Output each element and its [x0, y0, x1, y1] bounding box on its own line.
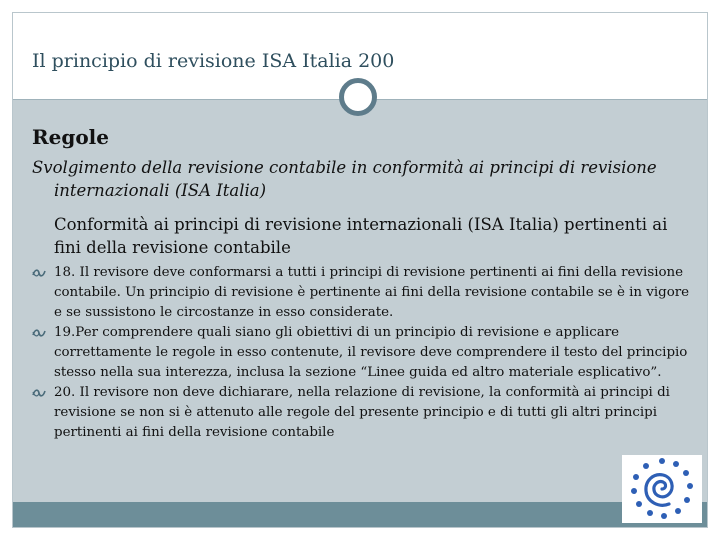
list-item-text: 20. Il revisore non deve dichiarare, nella relazione di revisione, la conformità ai principi di revisione se non si è attenuto alle regole del presente principio e di tutti gli altri principi pertinenti ai fini della revisione contabile	[54, 385, 670, 440]
slide-heading: Regole	[32, 125, 109, 149]
section-title: Conformità ai principi di revisione internazionali (ISA Italia) pertinenti ai fini della revisione contabile	[54, 215, 668, 257]
slide-subheading: Svolgimento della revisione contabile in conformità ai principi di revisione internazionali (ISA Italia)	[32, 158, 657, 200]
list-item	[32, 263, 692, 323]
spiral-sun-logo	[622, 455, 702, 523]
swirl-bullet-icon	[32, 267, 46, 279]
rules-list	[32, 263, 692, 443]
list-item-text: 19.Per comprendere quali siano gli obiettivi di un principio di revisione e applicare correttamente le regole in esso contenute, il revisore deve comprendere il testo del principio stesso nella sua interezza, inclusa la sezione “Linee guida ed altro materiale esplicativo”.	[54, 325, 688, 380]
swirl-bullet-icon	[32, 387, 46, 399]
list-item	[32, 323, 692, 383]
bottom-bar	[13, 502, 707, 527]
divider-circle-ornament	[339, 78, 377, 116]
list-item-text: 18. Il revisore deve conformarsi a tutti i principi di revisione pertinenti ai fini della revisione contabile. Un principio di revisione è pertinente ai fini della revisione contabile se è in vigore e se sussistono le circostanze in esso considerate.	[54, 265, 690, 320]
slide-title: Il principio di revisione ISA Italia 200	[32, 50, 395, 72]
list-item	[32, 383, 692, 443]
swirl-bullet-icon	[32, 327, 46, 339]
